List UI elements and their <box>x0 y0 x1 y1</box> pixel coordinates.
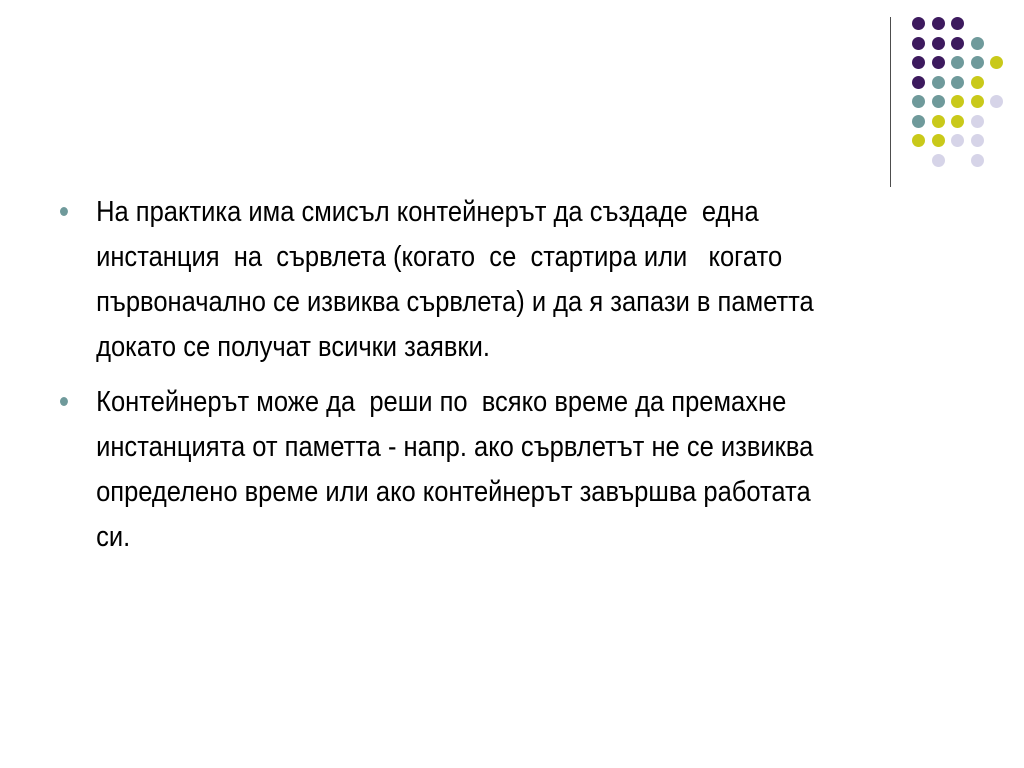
decorative-dot <box>912 17 925 30</box>
decorative-dot <box>951 95 964 108</box>
decorative-dot <box>912 56 925 69</box>
decorative-dot <box>932 154 945 167</box>
decorative-dot <box>990 95 1003 108</box>
decorative-dot <box>971 134 984 147</box>
decorative-dot <box>932 17 945 30</box>
decorative-dot <box>912 37 925 50</box>
bullet-dot-icon <box>60 397 68 406</box>
decorative-dot <box>951 76 964 89</box>
slide-body <box>60 190 970 570</box>
decorative-dot <box>971 95 984 108</box>
decorative-dot <box>932 76 945 89</box>
bullet-text-line: първоначално се извиква сървлета) и да я запази в паметта <box>96 286 814 318</box>
bullet-text-line: На практика има смисъл контейнерът да създаде една <box>96 196 759 228</box>
bullet-text-line: инстанцията от паметта - напр. ако сървлетът не се извиква <box>96 431 814 463</box>
decorative-dot <box>932 95 945 108</box>
decorative-dot <box>971 154 984 167</box>
bullet-text-line: си. <box>96 521 131 553</box>
decorative-dot <box>912 76 925 89</box>
decorative-dot <box>932 115 945 128</box>
decorative-dot <box>951 17 964 30</box>
decorative-dot <box>951 134 964 147</box>
decorative-dot-grid <box>0 0 1024 200</box>
decorative-dot <box>912 95 925 108</box>
decorative-dot <box>912 115 925 128</box>
decorative-dot <box>990 56 1003 69</box>
bullet-list <box>60 190 970 560</box>
bullet-item <box>60 190 985 370</box>
decorative-dot <box>932 56 945 69</box>
bullet-item <box>60 380 985 560</box>
decorative-dot <box>951 37 964 50</box>
decorative-dot <box>951 115 964 128</box>
vertical-divider <box>890 17 891 187</box>
bullet-text-line: Контейнерът може да реши по всяко време да премахне <box>96 386 787 418</box>
decorative-dot <box>932 134 945 147</box>
bullet-dot-icon <box>60 207 68 216</box>
decorative-dot <box>971 115 984 128</box>
decorative-dot <box>932 37 945 50</box>
decorative-dot <box>971 37 984 50</box>
bullet-text-line: докато се получат всички заявки. <box>96 331 490 363</box>
decorative-dot <box>971 76 984 89</box>
decorative-dot <box>912 134 925 147</box>
decorative-dot <box>971 56 984 69</box>
decorative-dot <box>951 56 964 69</box>
bullet-text-line: инстанция на сървлета (когато се стартира или когато <box>96 241 783 273</box>
bullet-text-line: определено време или ако контейнерът завършва работата <box>96 476 811 508</box>
